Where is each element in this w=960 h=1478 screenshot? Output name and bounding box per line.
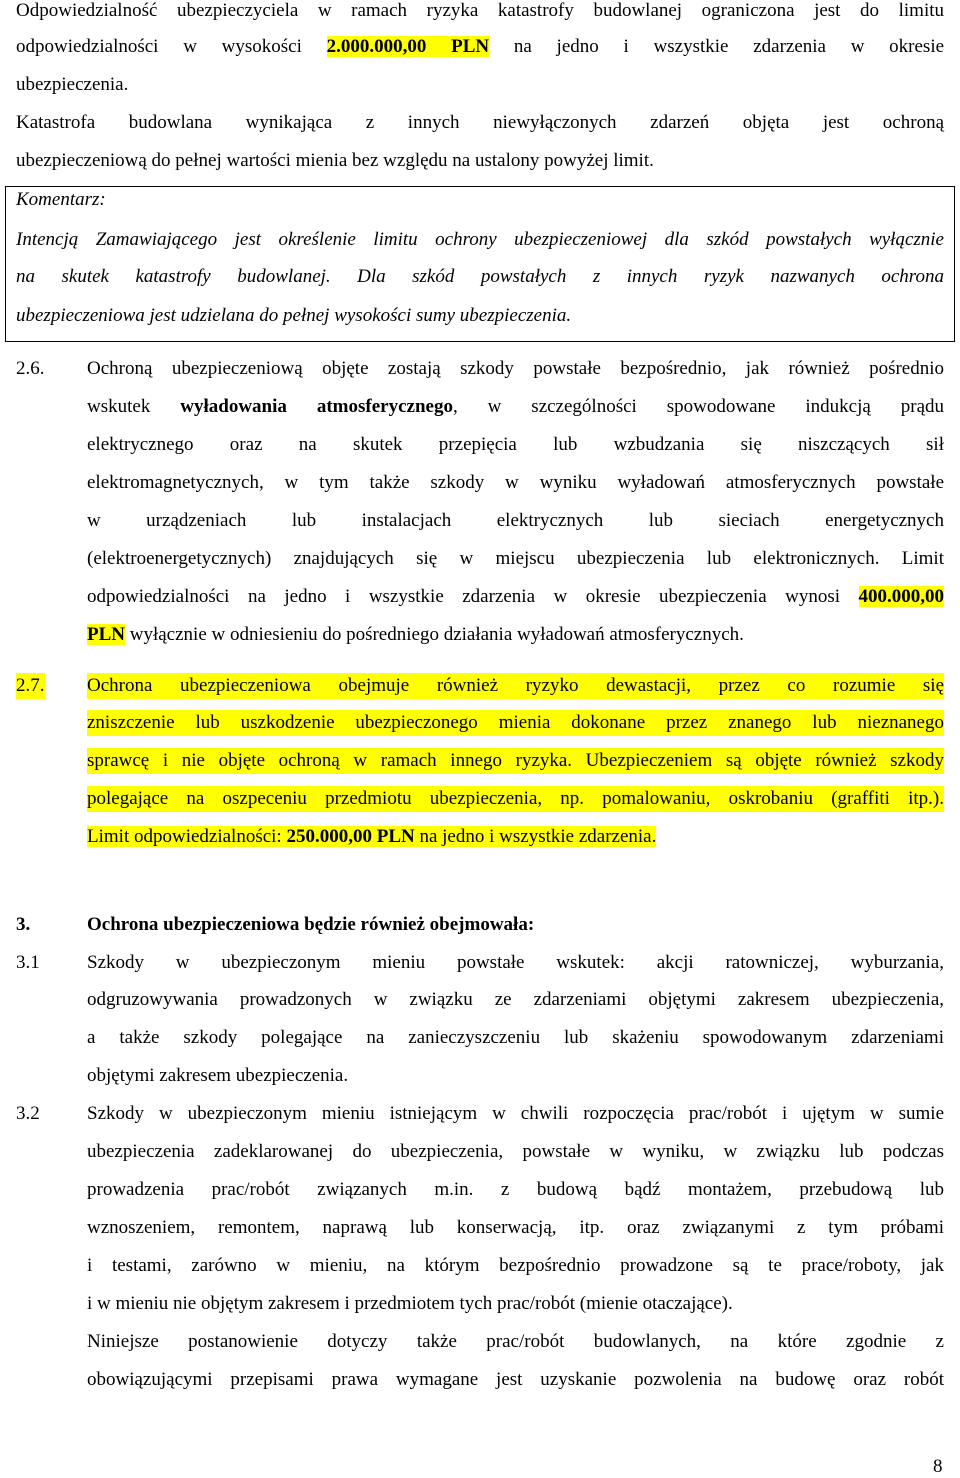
s27-limit-scope: na jedno i wszystkie zdarzenia. — [419, 826, 657, 847]
section-3-2-line-6: i w mieniu nie objętym zakresem i przedmiotem tych prac/robót (mienie otaczające). — [87, 1293, 733, 1314]
section-3-1-line-3: a także szkody polegające na zanieczyszczeniu lub skażeniu spowodowanym zdarzeniami — [87, 1027, 944, 1048]
section-3-2-line-3: prowadzenia prac/robót związanych m.in. z budową bądź montażem, przebudową lub — [87, 1179, 944, 1200]
section-2-6-line-3: elektrycznego oraz na skutek przepięcia lub wzbudzania się niszczących sił — [87, 434, 944, 455]
intro-line-5: ubezpieczeniową do pełnej wartości mienia bez względu na ustalony powyżej limit. — [16, 150, 654, 171]
section-2-6-line-7 — [87, 584, 944, 610]
comment-line-2: na skutek katastrofy budowlanej. Dla szkód powstałych z innych ryzyk nazwanych ochrona — [16, 266, 944, 287]
section-3-1-line-4: objętymi zakresem ubezpieczenia. — [87, 1065, 349, 1086]
s26-text-b: , w szczególności spowodowane indukcją prądu — [452, 396, 944, 417]
section-2-6-number: 2.6. — [16, 358, 45, 379]
intro-line-1: Odpowiedzialność ubezpieczyciela w ramach ryzyka katastrofy budowlanej ograniczona jest do limitu — [16, 0, 944, 21]
section-3-2-line-5: i testami, zarówno w mieniu, na którym bezpośrednio prowadzone są te prace/roboty, jak — [87, 1255, 944, 1276]
section-3-2-number: 3.2 — [16, 1103, 40, 1124]
s26-limit-currency: PLN — [87, 624, 125, 645]
page-number: 8 — [933, 1456, 943, 1477]
section-2-7-line-5 — [87, 824, 656, 850]
comment-line-1: Intencją Zamawiającego jest określenie limitu ochrony ubezpieczeniowej dla szkód powstałych wyłącznie — [16, 229, 944, 250]
s27-limit-label: Limit odpowiedzialności: — [87, 826, 282, 847]
intro-text-b: na jedno i wszystkie zdarzenia w okresie — [513, 36, 945, 57]
comment-label: Komentarz: — [16, 189, 106, 210]
section-2-6-line-8 — [87, 622, 944, 648]
section-2-6-line-4: elektromagnetycznych, w tym także szkody w wyniku wyładowań atmosferycznych powstałe — [87, 472, 944, 493]
s26-limit-scope: wyłącznie w odniesieniu do pośredniego działania wyładowań atmosferycznych. — [129, 624, 744, 645]
comment-line-3: ubezpieczeniowa jest udzielana do pełnej wysokości sumy ubezpieczenia. — [16, 305, 572, 326]
section-3-1-line-2: odgruzowywania prowadzonych w związku ze zdarzeniami objętymi zakresem ubezpieczenia, — [87, 989, 944, 1010]
section-3-2-line-7: Niniejsze postanowienie dotyczy także prac/robót budowlanych, na które zgodnie z — [87, 1331, 944, 1352]
section-3-1-line-1: Szkody w ubezpieczonym mieniu powstałe wskutek: akcji ratowniczej, wyburzania, — [87, 952, 944, 973]
section-3-title: Ochrona ubezpieczeniowa będzie również obejmowała: — [87, 914, 535, 935]
section-3-2-line-1: Szkody w ubezpieczonym mieniu istniejącym w chwili rozpoczęcia prac/robót i ujętym w sumie — [87, 1103, 944, 1124]
intro-text-a: odpowiedzialności w wysokości — [16, 36, 302, 57]
section-2-7-line-4: polegające na oszpeceniu przedmiotu ubezpieczenia, np. pomalowaniu, oskrobaniu (graffiti itp.). — [87, 786, 944, 812]
s26-text-a: wskutek — [87, 396, 151, 417]
section-3-1-number: 3.1 — [16, 952, 40, 973]
section-3-2-line-4: wznoszeniem, remontem, naprawą lub konserwacją, itp. oraz związanymi z tym próbami — [87, 1217, 944, 1238]
s26-limit-amount: 400.000,00 — [858, 586, 944, 607]
section-2-6-line-5: w urządzeniach lub instalacjach elektrycznych lub sieciach energetycznych — [87, 510, 944, 531]
section-3-2-line-8: obowiązującymi przepisami prawa wymagane jest uzyskanie pozwolenia na budowę oraz robót — [87, 1369, 944, 1390]
section-3-number: 3. — [16, 914, 31, 935]
lightning-term: wyładowania atmosferycznego — [180, 396, 453, 417]
section-2-7-number: 2.7. — [16, 673, 45, 699]
limit-amount-highlight: 2.000.000,00 PLN — [326, 36, 490, 57]
s27-limit-amount: 250.000,00 PLN — [286, 826, 415, 847]
section-2-7-line-2: zniszczenie lub uszkodzenie ubezpieczonego mienia dokonane przez znanego lub nieznanego — [87, 710, 944, 736]
s26-limit-text: odpowiedzialności na jedno i wszystkie zdarzenia w okresie ubezpieczenia wynosi — [87, 586, 841, 607]
intro-line-3: ubezpieczenia. — [16, 74, 129, 95]
intro-line-4: Katastrofa budowlana wynikająca z innych niewyłączonych zdarzeń objęta jest ochroną — [16, 112, 944, 133]
section-2-6-line-2 — [87, 394, 944, 420]
section-2-6-line-6: (elektroenergetycznych) znajdujących się w miejscu ubezpieczenia lub elektronicznych. Limit — [87, 548, 944, 569]
section-2-6-line-1: Ochroną ubezpieczeniową objęte zostają szkody powstałe bezpośrednio, jak również pośrednio — [87, 358, 944, 379]
intro-line-2 — [16, 34, 944, 60]
section-3-2-line-2: ubezpieczenia zadeklarowanej do ubezpieczenia, powstałe w wyniku, w związku lub podczas — [87, 1141, 944, 1162]
section-2-7-line-3: sprawcę i nie objęte ochroną w ramach innego ryzyka. Ubezpieczeniem są objęte również szkody — [87, 748, 944, 774]
section-2-7-line-1: Ochrona ubezpieczeniowa obejmuje również ryzyko dewastacji, przez co rozumie się — [87, 673, 944, 699]
